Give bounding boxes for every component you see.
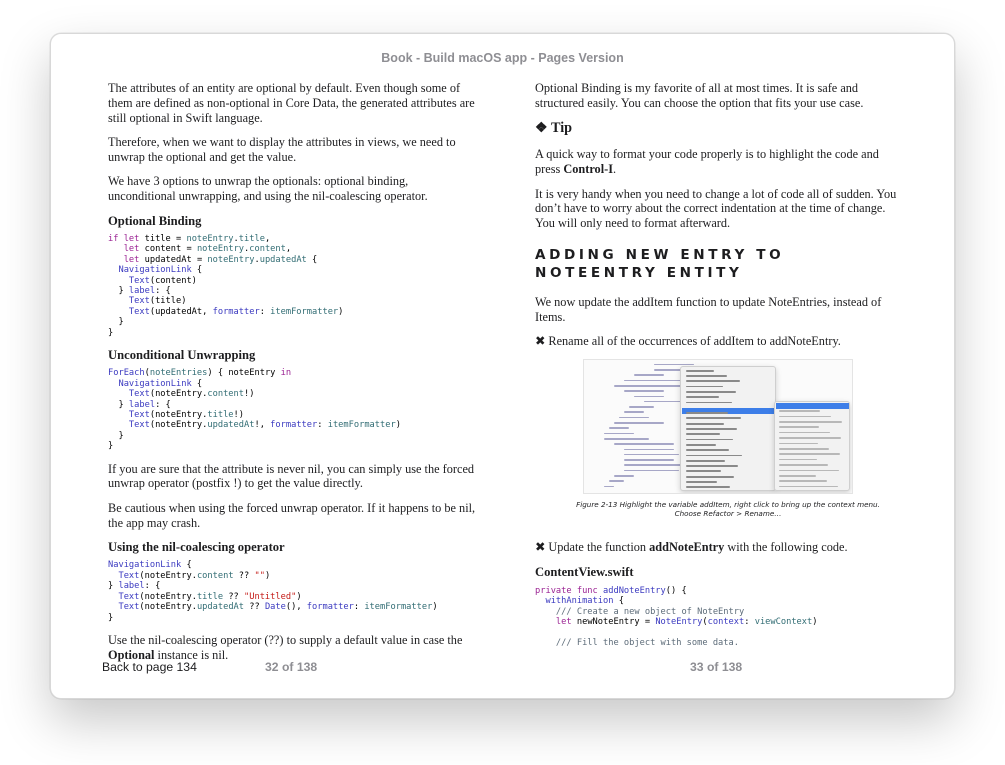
paragraph: Be cautious when using the forced unwrap operator. If it happens to be nil, the app may crash. xyxy=(108,501,476,530)
left-page-number: 32 of 138 xyxy=(265,660,318,674)
code-line-thumbnail xyxy=(624,464,684,466)
code-block-nil-coalescing: NavigationLink { Text(noteEntry.content ?? "") } label: { Text(noteEntry.title ?? "Untitled") Text(noteEntry.updatedAt ?? Date(), formatter: itemFormatter) } xyxy=(108,560,438,623)
code-line-thumbnail xyxy=(614,385,684,387)
menu-item-thumbnail xyxy=(686,391,736,393)
code-line-thumbnail xyxy=(624,380,684,382)
rename-highlight xyxy=(776,403,849,409)
menu-item-thumbnail xyxy=(686,396,719,398)
refactor-submenu-thumbnail xyxy=(774,401,850,491)
menu-item-thumbnail xyxy=(686,439,733,441)
menu-item-thumbnail xyxy=(686,423,724,425)
code-line-thumbnail xyxy=(624,470,679,472)
menu-item-thumbnail xyxy=(686,444,716,446)
submenu-item-thumbnail xyxy=(779,410,820,412)
text-span: with the following code. xyxy=(724,539,848,554)
submenu-item-thumbnail xyxy=(779,443,818,445)
code-line-thumbnail xyxy=(619,417,649,419)
submenu-item-thumbnail xyxy=(779,432,830,434)
code-line-thumbnail xyxy=(604,486,614,488)
code-line-thumbnail xyxy=(614,475,634,477)
paragraph xyxy=(535,147,905,177)
section-heading: ADDING NEW ENTRY TO NOTEENTRY ENTITY xyxy=(535,246,785,281)
paragraph: We now update the addItem function to update NoteEntries, instead of Items. xyxy=(535,294,882,324)
code-line-thumbnail xyxy=(624,390,664,392)
menu-item-thumbnail xyxy=(686,460,725,462)
code-line-thumbnail xyxy=(624,449,674,451)
left-page xyxy=(108,80,478,672)
code-line-thumbnail xyxy=(614,443,674,445)
figure-caption xyxy=(535,500,905,518)
code-line-thumbnail xyxy=(609,480,624,482)
submenu-item-thumbnail xyxy=(779,475,816,477)
paragraph: Therefore, when we want to display the attributes in views, we need to unwrap the optional and get the value. xyxy=(108,135,456,164)
submenu-item-thumbnail xyxy=(779,459,817,461)
paragraph: If you are sure that the attribute is never nil, you can simply use the forced unwrap operator (postfix !) to get the value directly. xyxy=(108,461,475,491)
code-line-thumbnail xyxy=(609,427,629,429)
paragraph: The attributes of an entity are optional by default. Even though some of them are defined as non-optional in Core Data, the generated attributes are still optional in Swift language. xyxy=(108,81,475,125)
right-page-number: 33 of 138 xyxy=(690,660,743,674)
code-block-optional-binding: if let title = noteEntry.title, let content = noteEntry.content, let updatedAt = noteEntry.updatedAt { NavigationLink { Text(content) } label: { Text(title) Text(updatedAt, formatter: itemFormatter) } } xyxy=(108,233,344,338)
filename-label: ContentView.swift xyxy=(535,564,634,579)
menu-item-thumbnail xyxy=(686,465,738,467)
menu-item-thumbnail xyxy=(686,402,732,404)
menu-item-thumbnail xyxy=(686,380,740,382)
menu-item-thumbnail xyxy=(686,476,734,478)
bold-text: addNoteEntry xyxy=(649,539,725,554)
bold-text: Optional xyxy=(108,647,155,662)
submenu-item-thumbnail xyxy=(779,486,838,488)
submenu-item-thumbnail xyxy=(779,453,840,455)
code-line-thumbnail xyxy=(624,459,674,461)
paragraph: We have 3 options to unwrap the optionals: optional binding, unconditional unwrapping, and using the nil-coalescing operator. xyxy=(108,174,428,204)
submenu-item-thumbnail xyxy=(779,426,819,428)
text-span: A quick way to format your code properly is to highlight the code and press xyxy=(535,147,879,177)
window-title: Book - Build macOS app - Pages Version xyxy=(381,51,624,65)
text-span: . xyxy=(613,162,617,177)
code-line-thumbnail xyxy=(634,396,664,398)
menu-item-thumbnail xyxy=(686,428,737,430)
caption-line: Figure 2-13 Highlight the variable addItem, right click to bring up the context menu. xyxy=(576,499,880,509)
menu-item-thumbnail xyxy=(686,370,714,372)
title-bar xyxy=(51,34,954,80)
menu-item-thumbnail xyxy=(686,417,741,419)
text-span: Use the nil-coalescing operator (??) to supply a default value in case the xyxy=(108,633,463,648)
subheading-unconditional: Unconditional Unwrapping xyxy=(108,348,256,363)
paragraph xyxy=(108,633,478,663)
figure-context-menu-screenshot xyxy=(583,359,853,494)
tip-heading: ❖ Tip xyxy=(535,120,573,137)
code-line-thumbnail xyxy=(629,406,654,408)
right-page xyxy=(535,80,905,658)
book-window xyxy=(50,33,955,699)
subheading-optional-binding: Optional Binding xyxy=(108,213,202,228)
menu-item-thumbnail xyxy=(686,375,727,377)
caption-line: Choose Refactor > Rename… xyxy=(674,508,782,518)
menu-item-thumbnail xyxy=(686,449,729,451)
code-line-thumbnail xyxy=(644,401,684,403)
submenu-item-thumbnail xyxy=(779,437,841,439)
context-menu-thumbnail xyxy=(680,366,776,491)
bullet-update-function xyxy=(535,540,905,555)
code-line-thumbnail xyxy=(604,433,634,435)
bold-text: Control-I xyxy=(563,162,614,177)
submenu-item-thumbnail xyxy=(779,480,827,482)
bullet-rename: ✖ Rename all of the occurrences of addItem to addNoteEntry. xyxy=(535,334,841,349)
menu-item-thumbnail xyxy=(686,412,728,414)
text-span: instance is nil. xyxy=(154,647,229,662)
paragraph: Optional Binding is my favorite of all at most times. It is safe and structured easily. You can choose the option that fits your use case. xyxy=(535,81,864,110)
paragraph: It is very handy when you need to change a lot of code all of sudden. You don’t have to worry about the correct indentation at the time of change. You will only need to format afterward. xyxy=(535,186,897,231)
submenu-item-thumbnail xyxy=(779,421,842,423)
submenu-item-thumbnail xyxy=(779,470,839,472)
menu-item-thumbnail xyxy=(686,481,717,483)
menu-item-thumbnail xyxy=(686,486,730,488)
code-block-unconditional: ForEach(noteEntries) { noteEntry in NavigationLink { Text(noteEntry.content!) } label: { Text(noteEntry.title!) Text(noteEntry.updatedAt!, formatter: itemFormatter) } } xyxy=(108,368,401,452)
menu-item-thumbnail xyxy=(686,386,723,388)
submenu-item-thumbnail xyxy=(779,448,829,450)
code-line-thumbnail xyxy=(624,411,644,413)
back-to-page-link[interactable]: Back to page 134 xyxy=(102,660,197,674)
code-line-thumbnail xyxy=(614,422,664,424)
subheading-nil-coalescing: Using the nil-coalescing operator xyxy=(108,540,285,555)
menu-item-thumbnail xyxy=(686,455,742,457)
code-line-thumbnail xyxy=(634,374,664,376)
text-span: ✖ Update the function xyxy=(535,539,650,554)
menu-item-thumbnail xyxy=(686,433,720,435)
code-line-thumbnail xyxy=(624,454,679,456)
code-line-thumbnail xyxy=(604,438,649,440)
code-block-add-note-entry: private func addNoteEntry() { withAnimation { /// Create a new object of NoteEntry let newNoteEntry = NoteEntry(context: viewContext) /// Fill the object with some data. xyxy=(535,585,818,648)
submenu-item-thumbnail xyxy=(779,416,831,418)
submenu-item-thumbnail xyxy=(779,464,828,466)
menu-item-thumbnail xyxy=(686,470,721,472)
